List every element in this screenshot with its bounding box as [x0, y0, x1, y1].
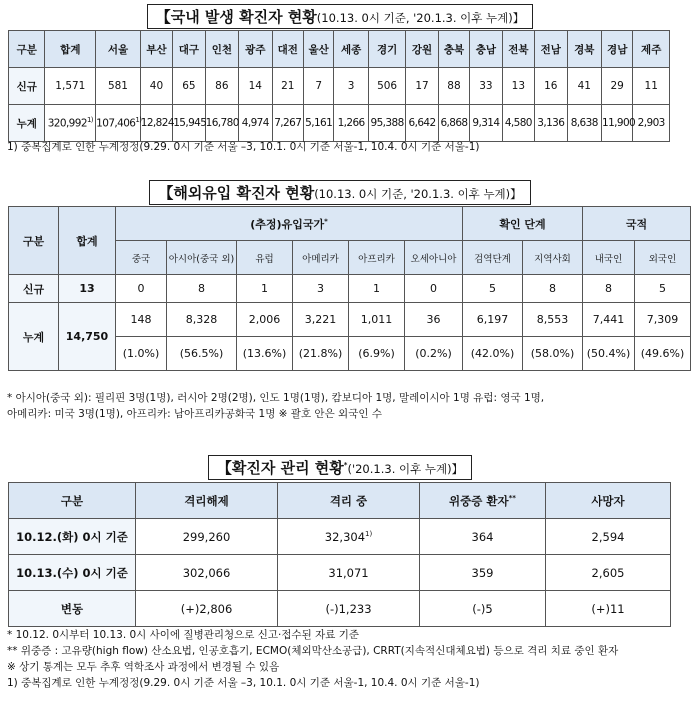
management-row: [9, 591, 671, 627]
overseas-new-label: 신규: [9, 275, 59, 303]
overseas-h-confirm-group: 확인 단계: [463, 207, 583, 241]
domestic-total-cell: 2,903: [633, 105, 670, 142]
management-header-cell: 격리해제: [136, 483, 278, 519]
overseas-total-cell: 8,328: [167, 303, 237, 337]
management-released-cell: 302,066: [136, 555, 278, 591]
domestic-new-cell: 16: [535, 68, 567, 105]
management-critical-cell: 359: [420, 555, 546, 591]
management-header-cell-sup: **: [508, 493, 516, 502]
domestic-total-cell: 5,161: [303, 105, 333, 142]
management-table: [8, 482, 671, 627]
overseas-pct-cell: (56.5%): [167, 337, 237, 371]
overseas-total-cell: 7,309: [635, 303, 691, 337]
overseas-new-cell: 5: [635, 275, 691, 303]
management-title: 【확진자 관리 현황*('20.1.3. 이후 누계)】: [0, 455, 680, 480]
overseas-subheader-cell: 외국인: [635, 241, 691, 275]
domestic-header-cell: 경기: [368, 31, 406, 68]
overseas-pct-cell: (42.0%): [463, 337, 523, 371]
domestic-header-row: [9, 31, 670, 68]
overseas-new-cell: 5: [463, 275, 523, 303]
overseas-subheader-cell: 아메리카: [293, 241, 349, 275]
domestic-header-cell: 대전: [272, 31, 303, 68]
domestic-total-cell: 4,974: [239, 105, 272, 142]
overseas-total-row: [9, 303, 691, 337]
overseas-title: 【해외유입 확진자 현황(10.13. 0시 기준, '20.1.3. 이후 누계)】: [0, 180, 680, 205]
management-row-label: 변동: [9, 591, 136, 627]
management-critical-cell: (-)5: [420, 591, 546, 627]
overseas-total-total: 14,750: [59, 303, 116, 371]
domestic-total-cell: 9,314: [470, 105, 502, 142]
domestic-new-cell: 1,571: [45, 68, 96, 105]
overseas-h-category: 구분: [9, 207, 59, 275]
management-note-4: 1) 중복집계로 인한 누계정정(9.29. 0시 기준 서울 –3, 10.1. 0시 기준 서울-1, 10.4. 0시 기준 서울-1): [7, 677, 480, 689]
domestic-new-cell: 21: [272, 68, 303, 105]
domestic-new-cell: 7: [303, 68, 333, 105]
overseas-table: [8, 206, 691, 371]
overseas-subheader-cell: 아시아(중국 외): [167, 241, 237, 275]
overseas-new-row: [9, 275, 691, 303]
management-deaths-cell: 2,605: [546, 555, 671, 591]
domestic-header-cell: 울산: [303, 31, 333, 68]
domestic-header-cell: 경북: [567, 31, 601, 68]
management-header-cell: 사망자: [546, 483, 671, 519]
domestic-total-cell: 1,266: [334, 105, 368, 142]
domestic-new-cell: 581: [96, 68, 141, 105]
domestic-total-cell: 12,824: [140, 105, 172, 142]
management-note-3: ※ 상기 통계는 모두 추후 역학조사 과정에서 변경될 수 있음: [7, 661, 280, 673]
overseas-pct-cell: (6.9%): [349, 337, 405, 371]
management-row-label: 10.13.(수) 0시 기준: [9, 555, 136, 591]
management-deaths-cell: (+)11: [546, 591, 671, 627]
overseas-new-cell: 0: [116, 275, 167, 303]
overseas-subheader-cell: 중국: [116, 241, 167, 275]
management-isolating-cell-sup: 1): [365, 529, 373, 538]
management-critical-cell: 364: [420, 519, 546, 555]
domestic-new-cell: 11: [633, 68, 670, 105]
management-row-label: 10.12.(화) 0시 기준: [9, 519, 136, 555]
overseas-total-cell: 2,006: [237, 303, 293, 337]
overseas-new-cell: 8: [583, 275, 635, 303]
overseas-subheader-cell: 오세아니아: [405, 241, 463, 275]
domestic-title: 【국내 발생 확진자 현황(10.13. 0시 기준, '20.1.3. 이후 누계)】: [0, 4, 680, 29]
management-isolating-cell-value: 32,304: [324, 529, 366, 544]
overseas-subheader-cell: 지역사회: [523, 241, 583, 275]
overseas-pct-cell: (13.6%): [237, 337, 293, 371]
management-header-cell-value: 위중증 환자: [449, 493, 509, 508]
domestic-header-cell: 강원: [406, 31, 438, 68]
domestic-new-cell: 17: [406, 68, 438, 105]
management-deaths-cell: 2,594: [546, 519, 671, 555]
overseas-total-cell: 6,197: [463, 303, 523, 337]
management-row: [9, 555, 671, 591]
overseas-total-cell: 8,553: [523, 303, 583, 337]
overseas-subheader-cell: 아프리카: [349, 241, 405, 275]
overseas-header-row-1: [9, 207, 691, 241]
domestic-total-cell: 4,580: [502, 105, 534, 142]
management-note-1: * 10.12. 0시부터 10.13. 0시 사이에 질병관리청으로 신고·접수된 자료 기준: [7, 629, 360, 641]
overseas-pct-cell: (50.4%): [583, 337, 635, 371]
overseas-note-1: * 아시아(중국 외): 필리핀 3명(1명), 러시아 2명(2명), 인도 1명(1명), 캄보디아 1명, 말레이시아 1명 유럽: 영국 1명,: [7, 392, 545, 404]
domestic-total-cell: 11,900: [601, 105, 632, 142]
domestic-header-cell: 인천: [205, 31, 238, 68]
domestic-header-cell: 경남: [601, 31, 632, 68]
domestic-new-cell: 14: [239, 68, 272, 105]
domestic-header-cell: 부산: [140, 31, 172, 68]
overseas-total-cell: 1,011: [349, 303, 405, 337]
domestic-total-row: [9, 105, 670, 142]
overseas-h-total: 합계: [59, 207, 116, 275]
domestic-new-cell: 신규: [9, 68, 45, 105]
domestic-header-cell: 전북: [502, 31, 534, 68]
domestic-total-cell: [96, 105, 141, 142]
management-row: [9, 519, 671, 555]
overseas-new-cell: 3: [293, 275, 349, 303]
overseas-pct-cell: (1.0%): [116, 337, 167, 371]
overseas-new-cell: 0: [405, 275, 463, 303]
domestic-total-cell: 8,638: [567, 105, 601, 142]
domestic-footnote: 1) 중복집계로 인한 누계정정(9.29. 0시 기준 서울 –3, 10.1. 0시 기준 서울-1, 10.4. 0시 기준 서울-1): [7, 141, 480, 153]
domestic-header-cell: 서울: [96, 31, 141, 68]
domestic-header-cell: 합계: [45, 31, 96, 68]
domestic-total-cell: 16,780: [205, 105, 238, 142]
management-released-cell: (+)2,806: [136, 591, 278, 627]
domestic-total-cell: 6,868: [438, 105, 469, 142]
overseas-total-cell: 7,441: [583, 303, 635, 337]
overseas-new-total: 13: [59, 275, 116, 303]
overseas-subheader-cell: 유럽: [237, 241, 293, 275]
overseas-subheader-cell: 검역단계: [463, 241, 523, 275]
overseas-new-cell: 1: [237, 275, 293, 303]
domestic-new-cell: 88: [438, 68, 469, 105]
domestic-header-cell: 세종: [334, 31, 368, 68]
domestic-total-cell: 누계: [9, 105, 45, 142]
management-released-cell: 299,260: [136, 519, 278, 555]
domestic-new-cell: 65: [173, 68, 205, 105]
domestic-total-cell: 6,642: [406, 105, 438, 142]
overseas-pct-cell: (49.6%): [635, 337, 691, 371]
domestic-total-cell: [45, 105, 96, 142]
overseas-new-cell: 8: [523, 275, 583, 303]
management-isolating-cell: (-)1,233: [278, 591, 420, 627]
overseas-pct-cell: (0.2%): [405, 337, 463, 371]
domestic-header-cell: 제주: [633, 31, 670, 68]
domestic-header-cell: 전남: [535, 31, 567, 68]
overseas-subheader-cell: 내국인: [583, 241, 635, 275]
domestic-new-cell: 40: [140, 68, 172, 105]
domestic-total-cell: 95,388: [368, 105, 406, 142]
domestic-header-cell: 충북: [438, 31, 469, 68]
domestic-new-cell: 3: [334, 68, 368, 105]
overseas-note-2: 아메리카: 미국 3명(1명), 아프리카: 남아프리카공화국 1명 ※ 괄호 안은 외국인 수: [7, 408, 382, 420]
domestic-header-cell: 충남: [470, 31, 502, 68]
domestic-new-cell: 41: [567, 68, 601, 105]
management-header-cell: 구분: [9, 483, 136, 519]
domestic-total-cell-value: 320,992: [47, 117, 87, 130]
domestic-total-cell-sup: 1): [86, 116, 93, 125]
domestic-new-cell: 506: [368, 68, 406, 105]
domestic-new-cell: 29: [601, 68, 632, 105]
domestic-table: [8, 30, 670, 142]
domestic-header-cell: 대구: [173, 31, 205, 68]
overseas-new-cell: 1: [349, 275, 405, 303]
overseas-new-cell: 8: [167, 275, 237, 303]
management-header-cell: 격리 중: [278, 483, 420, 519]
domestic-total-cell: 7,267: [272, 105, 303, 142]
overseas-h-nationality-group: 국적: [583, 207, 691, 241]
domestic-total-cell-sup: 1): [135, 116, 142, 125]
overseas-pct-cell: (21.8%): [293, 337, 349, 371]
overseas-h-country-group: (추정)유입국가*: [116, 207, 463, 241]
domestic-total-cell-value: 107,406: [96, 117, 136, 130]
domestic-new-cell: 33: [470, 68, 502, 105]
domestic-new-cell: 86: [205, 68, 238, 105]
management-header-row: [9, 483, 671, 519]
management-note-2: ** 위중증 : 고유량(high flow) 산소요법, 인공호흡기, ECMO(체외막산소공급), CRRT(지속적신대체요법) 등으로 격리 치료 중인 환자: [7, 645, 619, 657]
management-isolating-cell: [278, 519, 420, 555]
domestic-new-row: [9, 68, 670, 105]
domestic-new-cell: 13: [502, 68, 534, 105]
domestic-header-cell: 광주: [239, 31, 272, 68]
domestic-total-cell: 3,136: [535, 105, 567, 142]
management-isolating-cell: 31,071: [278, 555, 420, 591]
domestic-total-cell: 15,945: [173, 105, 205, 142]
overseas-total-cell: 3,221: [293, 303, 349, 337]
overseas-pct-cell: (58.0%): [523, 337, 583, 371]
management-header-cell: [420, 483, 546, 519]
overseas-total-cell: 148: [116, 303, 167, 337]
domestic-header-cell: 구분: [9, 31, 45, 68]
overseas-total-cell: 36: [405, 303, 463, 337]
overseas-total-label: 누계: [9, 303, 59, 371]
